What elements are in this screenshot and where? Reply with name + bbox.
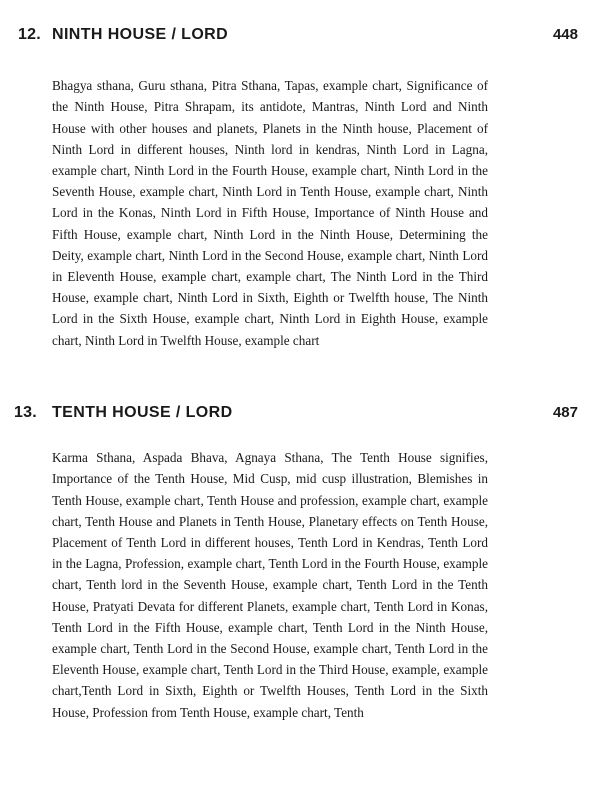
chapter-number: 13.	[14, 404, 37, 421]
chapter-page-number: 487	[552, 404, 578, 421]
chapter-title: NINTH HOUSE / LORD	[52, 26, 229, 43]
chapter-title: TENTH HOUSE / LORD	[52, 404, 233, 421]
chapter-entry-tenth-house	[0, 404, 600, 720]
chapter-number: 12.	[18, 26, 41, 43]
chapter-entry-ninth-house	[0, 26, 600, 348]
chapter-topics: Bhagya sthana, Guru sthana, Pitra Sthana, Tapas, example chart, Significance of the Ninth House, Pitra Shrapam, its antidote, Mantras, Ninth Lord and Ninth House with other houses and planets, Planets in the Ninth house, Placement of Ninth Lord in different houses, Ninth lord in kendras, Ninth Lord in Lagna, example chart, Ninth Lord in the Fourth House, example chart, Ninth Lord in the Seventh House, example chart, Ninth Lord in Tenth House, example chart, Ninth Lord in the Konas, Ninth Lord in Fifth House, Importance of Ninth House and Fifth House, example chart, Ninth Lord in the Ninth House, Determining the Deity, example chart, Ninth Lord in the Second House, example chart, Ninth Lord in Eleventh House, example chart, example chart, The Ninth Lord in the Third House, example chart, Ninth Lord in Sixth, Eighth or Twelfth house, The Ninth Lord in the Sixth House, example chart, Ninth Lord in Eighth House, example chart, Ninth Lord in Twelfth House, example chart	[52, 78, 488, 348]
chapter-heading	[0, 26, 600, 52]
chapter-topics: Karma Sthana, Aspada Bhava, Agnaya Sthana, The Tenth House signifies, Importance of the Tenth House, Mid Cusp, mid cusp illustration, Blemishes in Tenth House, example chart, Tenth House and profession, example chart, example chart, Tenth House and Planets in Tenth House, Planetary effects on Tenth House, Placement of Tenth Lord in different houses, Tenth Lord in Kendras, Tenth Lord in the Lagna, Profession, example chart, Tenth Lord in the Fourth House, example chart, Tenth lord in the Seventh House, example chart, Tenth Lord in the Tenth House, Pratyati Devata for different Planets, example chart, Tenth Lord in Konas, Tenth Lord in the Fifth House, example chart, Tenth Lord in the Ninth House, example chart, Tenth Lord in the Second House, example chart, Tenth Lord in the Eleventh House, example chart, Tenth Lord in the Third House, example, example chart,Tenth Lord in Sixth, Eighth or Twelfth Houses, Tenth Lord in the Sixth House, Profession from Tenth House, example chart, Tenth	[52, 450, 488, 720]
chapter-page-number: 448	[552, 26, 578, 43]
chapter-heading	[0, 404, 600, 430]
